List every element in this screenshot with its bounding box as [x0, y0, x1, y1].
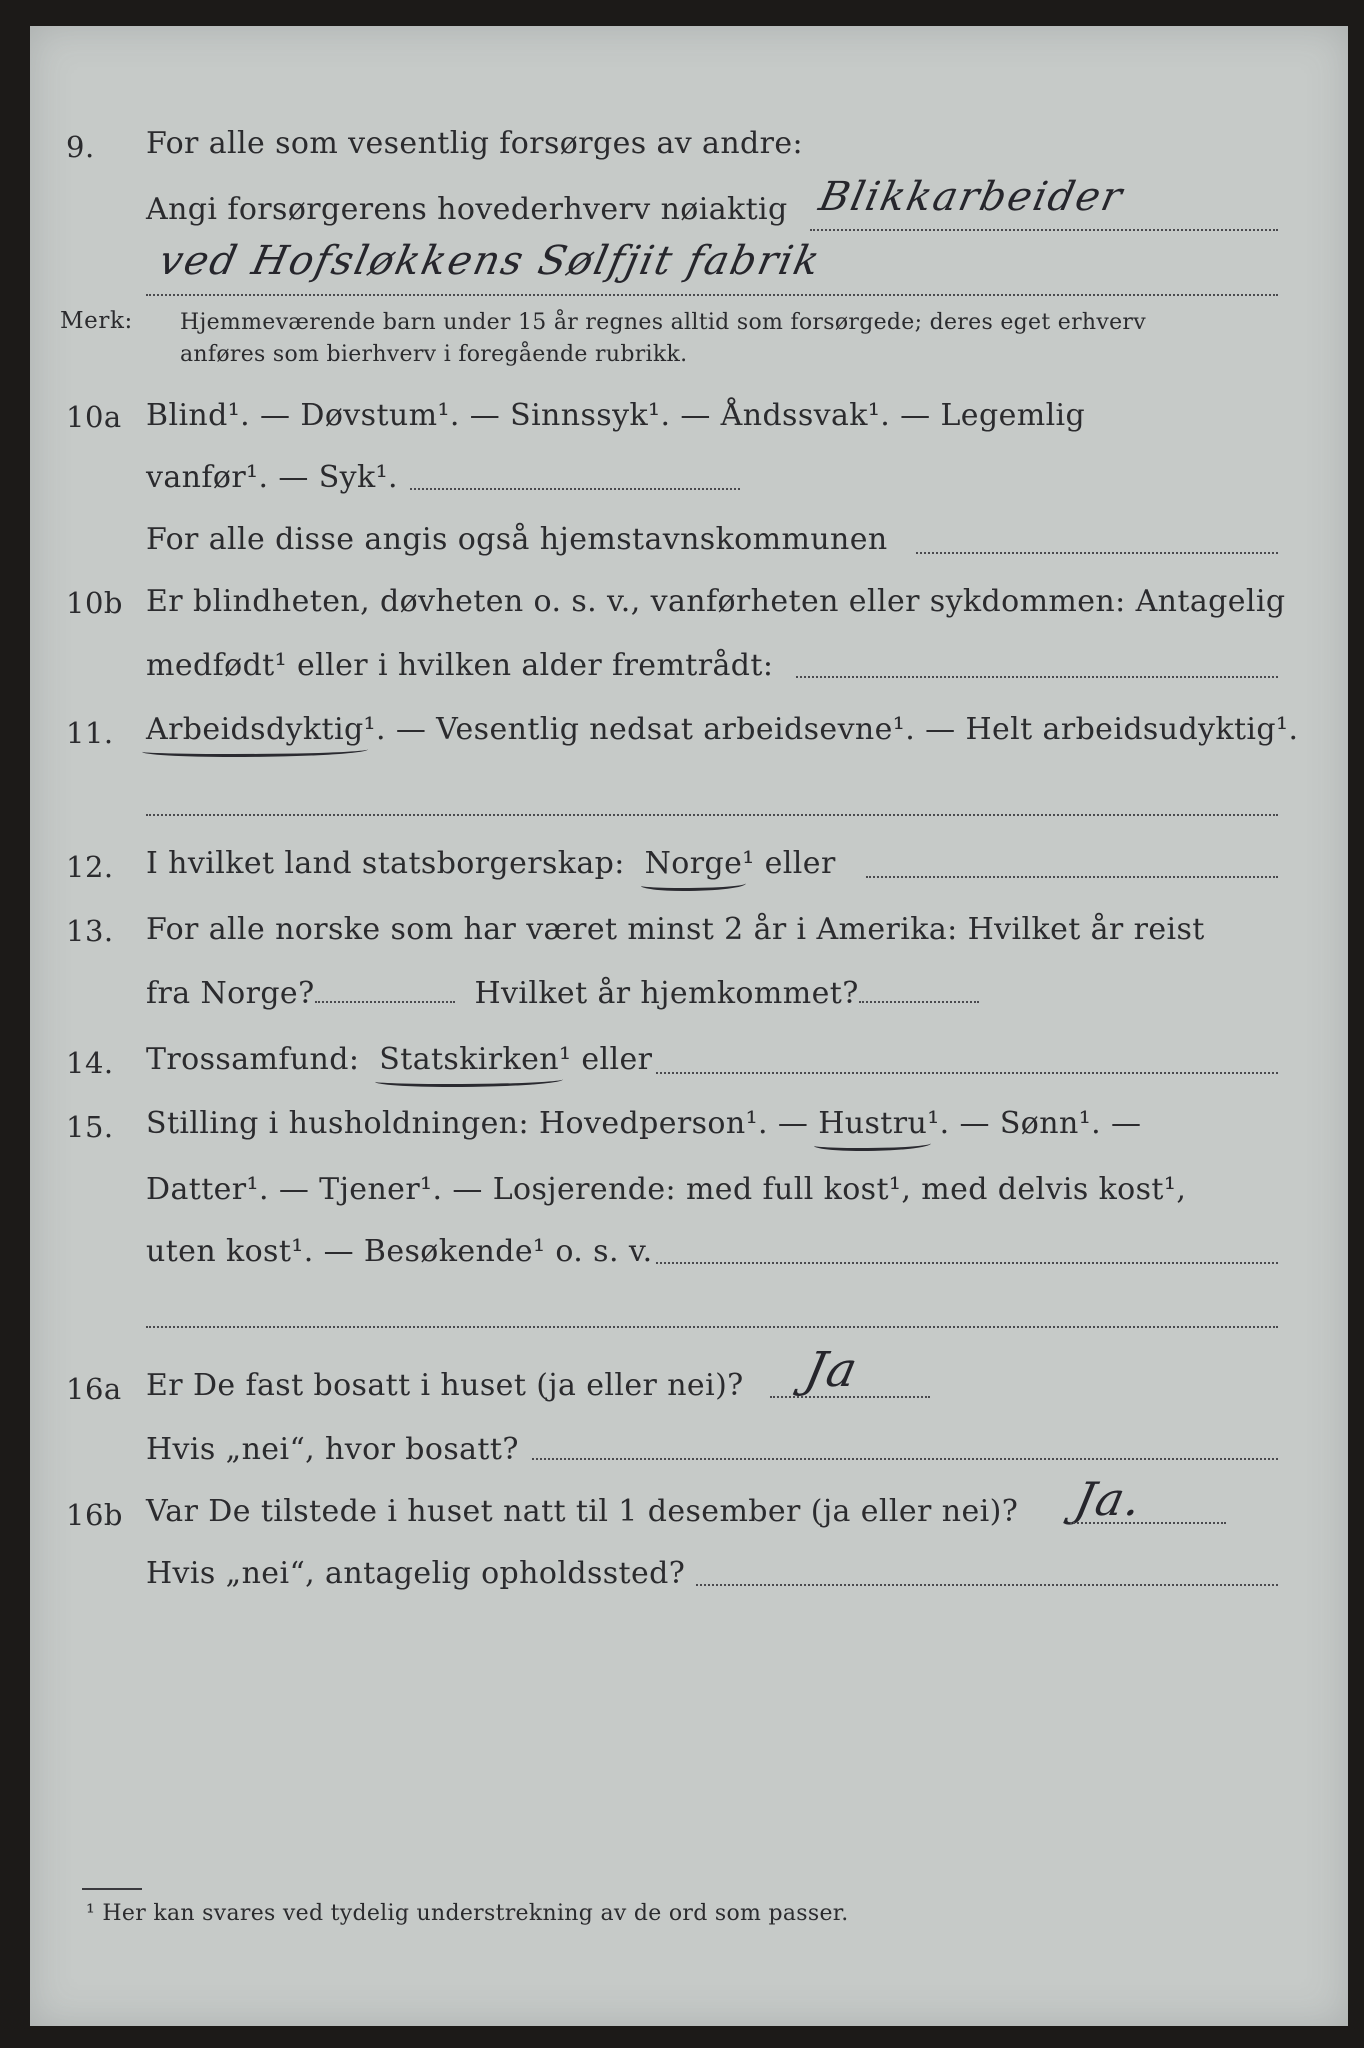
note-text: Hjemmeværende barn under 15 år regnes alltid som forsørgede; deres eget erhverv [180, 310, 1146, 335]
question-text: Er De fast bosatt i huset (ja eller nei)? [146, 1368, 744, 1403]
answer-line [532, 1458, 1278, 1460]
answer-line [696, 1584, 1278, 1586]
question-number: 16a [66, 1372, 122, 1406]
answer-line [146, 814, 1278, 816]
census-form-page [30, 26, 1348, 2026]
question-text: Trossamfund: Statskirken ¹ eller [146, 1042, 652, 1077]
handwritten-underline [814, 1138, 931, 1151]
question-number: 10b [66, 586, 123, 620]
selected-option: Norge [645, 846, 743, 881]
selected-option: Hustru [818, 1106, 927, 1141]
footnote-rule [82, 1888, 142, 1890]
question-text: For alle som vesentlig forsørges av andre: [146, 126, 804, 161]
question-text: medfødt¹ eller i hvilken alder fremtrådt: [146, 648, 774, 683]
question-text: Datter¹. — Tjener¹. — Losjerende: med full kost¹, med delvis kost¹, [146, 1172, 1187, 1207]
question-number: 15. [66, 1110, 114, 1144]
answer-line [866, 876, 1278, 878]
question-number: 10a [66, 400, 122, 434]
question-text: Angi forsørgerens hovederhverv nøiaktig [146, 192, 788, 227]
answer-line [315, 997, 455, 1003]
question-text: Stilling i husholdningen: Hovedperson¹. — Hustru ¹. — Sønn¹. — [146, 1106, 1141, 1141]
handwritten-underline [375, 1074, 563, 1087]
answer-line [146, 1326, 1278, 1328]
question-number: 11. [66, 716, 114, 750]
answer-line [916, 552, 1278, 554]
note-text: anføres som bierhverv i foregående rubrikk. [180, 342, 688, 367]
question-text: Arbeidsdyktig ¹. — Vesentlig nedsat arbeidsevne¹. — Helt arbeidsudyktig¹. [146, 712, 1298, 747]
answer-line [796, 676, 1278, 678]
handwritten-answer: Blikkarbeider [815, 174, 1128, 220]
selected-option: Statskirken [379, 1042, 559, 1077]
footnote: ¹ Her kan svares ved tydelig understrekning av de ord som passer. [86, 1901, 849, 1926]
handwritten-underline [641, 878, 747, 891]
question-text: Er blindheten, døvheten o. s. v., vanførheten eller sykdommen: Antagelig [146, 584, 1286, 619]
question-text: vanfør¹. — Syk¹. [146, 460, 398, 495]
question-text: uten kost¹. — Besøkende¹ o. s. v. [146, 1234, 653, 1269]
question-number: 9. [66, 130, 95, 164]
question-number: 12. [66, 850, 114, 884]
handwritten-underline [142, 744, 368, 757]
answer-line [656, 1262, 1278, 1264]
handwritten-answer: ved Hofsløkkens Sølfjit fabrik [155, 238, 826, 284]
answer-line [410, 488, 740, 490]
question-text: For alle disse angis også hjemstavnskommunen [146, 522, 888, 557]
question-text: fra Norge? Hvilket år hjemkommet? [146, 976, 979, 1011]
answer-line [810, 229, 1278, 231]
question-text: Hvis „nei“, antagelig opholdssted? [146, 1556, 686, 1591]
question-text: I hvilket land statsborgerskap: Norge ¹ eller [146, 846, 836, 881]
selected-option: Arbeidsdyktig [146, 712, 364, 747]
question-text: Var De tilstede i huset natt til 1 desember (ja eller nei)? [146, 1494, 1019, 1529]
question-number: 16b [66, 1498, 123, 1532]
note-label: Merk: [60, 308, 133, 334]
answer-line [859, 997, 979, 1003]
answer-line [656, 1072, 1278, 1074]
question-text: Blind¹. — Døvstum¹. — Sinnssyk¹. — Åndssvak¹. — Legemlig [146, 398, 1086, 433]
answer-line [146, 294, 1278, 296]
question-text: For alle norske som har været minst 2 år i Amerika: Hvilket år reist [146, 912, 1205, 947]
handwritten-answer: Ja [800, 1342, 864, 1398]
answer-line [770, 1396, 930, 1398]
handwritten-answer: Ja. [1070, 1472, 1149, 1526]
question-number: 14. [66, 1046, 114, 1080]
question-text: Hvis „nei“, hvor bosatt? [146, 1432, 519, 1467]
answer-line [1070, 1522, 1226, 1524]
question-number: 13. [66, 914, 114, 948]
